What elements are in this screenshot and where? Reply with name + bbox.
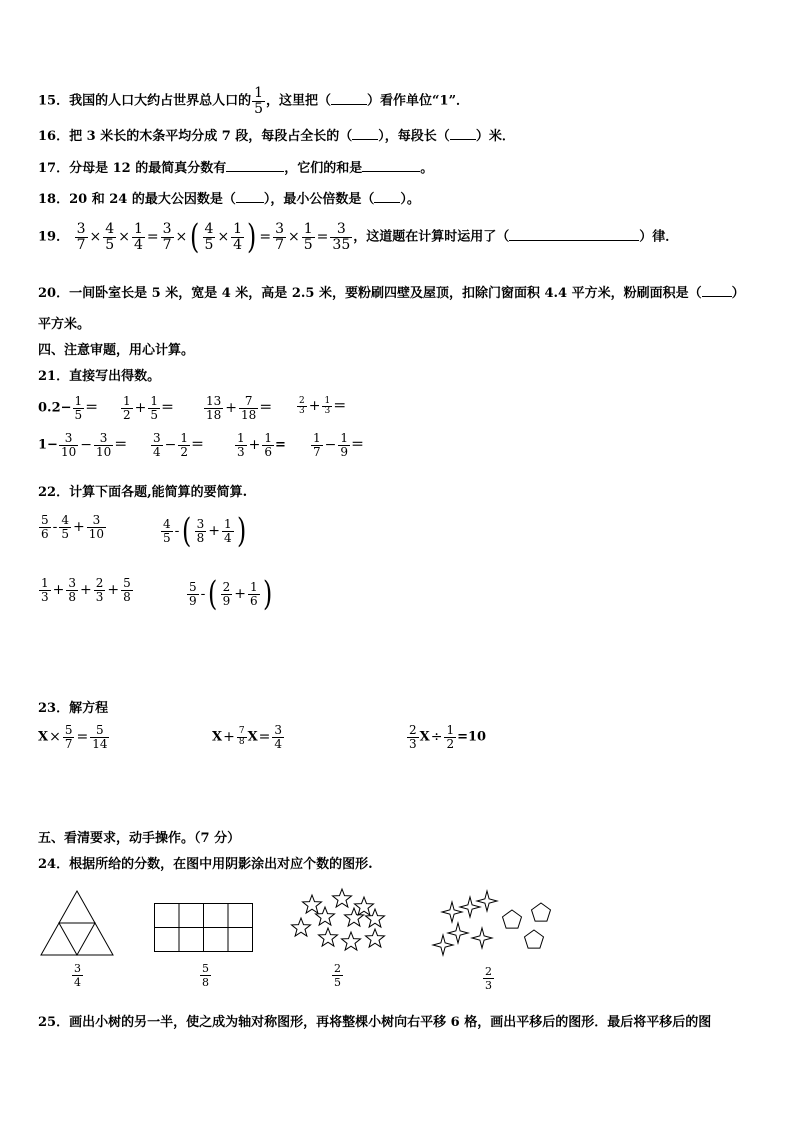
denominator: 2 <box>180 444 189 459</box>
star-shape[interactable] <box>345 908 364 926</box>
caption-fraction-2 <box>200 962 211 989</box>
question-text: ，这里把（ <box>266 93 332 109</box>
answer-blank[interactable] <box>352 139 378 140</box>
question-text: 直接写出得数。 <box>69 369 161 384</box>
equals-sign: = <box>258 728 271 745</box>
denominator: 7 <box>162 236 172 253</box>
variable-x: X <box>212 729 223 745</box>
numerator: 2 <box>409 723 417 737</box>
oral-calc-item <box>150 432 204 458</box>
operator: - <box>200 585 206 602</box>
numerator: 7 <box>244 394 253 408</box>
numerator: 1 <box>237 431 245 445</box>
denominator: 6 <box>264 444 273 459</box>
numerator: 1 <box>224 516 232 531</box>
question-text: 画出小树的另一半，使之成为轴对称图形，再将整棵小树向右平移 6 格，画出平移后的图形．最后将平移后的图 <box>69 1015 712 1030</box>
operator: + <box>208 522 221 539</box>
question-text: 。 <box>420 161 434 176</box>
operator: × <box>49 728 61 745</box>
denominator: 6 <box>250 593 258 608</box>
question-text: ）律． <box>639 229 679 245</box>
question-text: ）。 <box>400 192 420 207</box>
fraction <box>330 222 352 252</box>
caption-fraction-1 <box>72 962 83 989</box>
question-number: 17． <box>38 161 70 176</box>
star-shape[interactable] <box>316 907 335 925</box>
equals-sign: ＝ <box>351 437 365 453</box>
fraction <box>132 222 145 252</box>
oral-calc-item <box>120 395 174 421</box>
denominator: 5 <box>74 407 83 422</box>
sparkle-shape[interactable] <box>433 935 453 955</box>
fraction <box>311 432 323 458</box>
numerator: 4 <box>163 516 171 531</box>
star-shape[interactable] <box>319 928 338 946</box>
question-text: ，这道题在计算时运用了（ <box>353 229 510 245</box>
equals-sign: = <box>275 437 286 453</box>
operator: + <box>107 581 120 598</box>
question-25 <box>38 1011 711 1030</box>
operator: + <box>308 398 321 414</box>
numerator: 5 <box>189 579 197 594</box>
question-16 <box>38 125 515 144</box>
fraction <box>273 222 286 252</box>
fraction <box>73 395 85 421</box>
denominator: 3 <box>299 406 305 416</box>
fraction <box>444 724 456 750</box>
fraction <box>195 518 207 544</box>
variable-x: X <box>247 729 258 745</box>
oral-calc-item <box>38 395 98 421</box>
denominator: 9 <box>340 444 349 459</box>
sparkle-shape[interactable] <box>477 891 497 911</box>
operator: − <box>164 436 177 453</box>
numerator: 4 <box>105 220 115 237</box>
section-5-heading: 五、看清要求，动手操作。（7 分） <box>38 831 241 846</box>
numerator: 3 <box>162 220 172 237</box>
denominator: 8 <box>202 976 209 989</box>
equation-3 <box>406 724 486 750</box>
calc-expression-1 <box>38 514 107 540</box>
question-text: 一间卧室长是 5 米，宽是 4 米，高是 2.5 米，要粉刷四壁及屋顶，扣除门窗面积 4.4 平方米，粉刷面积是（ <box>69 286 702 301</box>
numerator: 2 <box>299 395 305 406</box>
oral-calc-item <box>310 432 364 458</box>
question-21 <box>38 365 160 384</box>
fraction <box>66 577 78 603</box>
triangle-figure[interactable] <box>40 889 115 957</box>
question-number: 22． <box>38 485 70 500</box>
denominator: 10 <box>60 444 77 459</box>
fraction <box>272 724 284 750</box>
operator: + <box>52 581 65 598</box>
variable-x: X <box>419 729 430 745</box>
denominator: 7 <box>64 736 73 751</box>
numerator: 3 <box>76 220 86 237</box>
denominator: 10 <box>95 444 112 459</box>
fraction <box>252 86 265 116</box>
answer-blank[interactable] <box>374 202 400 203</box>
numerator: 3 <box>99 431 108 445</box>
numerator: 2 <box>485 965 492 978</box>
numerator: 5 <box>41 513 49 527</box>
denominator: 4 <box>74 976 81 989</box>
fraction <box>231 222 244 252</box>
numerator: 1 <box>74 394 83 408</box>
fraction <box>237 727 247 747</box>
numerator: 3 <box>274 723 283 737</box>
oral-calc-item <box>203 395 272 421</box>
fraction <box>262 432 274 458</box>
denominator: 5 <box>303 236 313 253</box>
denominator: 8 <box>196 530 205 545</box>
question-text: ）米． <box>475 129 515 144</box>
answer-blank[interactable] <box>362 171 420 172</box>
numerator: 3 <box>196 516 205 531</box>
question-number: 19． <box>38 229 70 245</box>
denominator: 5 <box>334 976 341 989</box>
fraction <box>121 577 133 603</box>
fraction <box>148 395 160 421</box>
question-text: ）看作单位“1”． <box>367 93 470 109</box>
calc-expression-4: $\frac{5}{9}$ -( $\frac{2}{9}$ + $\frac{1}{6}$ ) <box>189 574 272 614</box>
numerator: 1 <box>303 220 313 237</box>
operator: + <box>223 728 235 745</box>
denominator: 8 <box>238 736 245 747</box>
question-20-line2: 平方米。 <box>38 317 91 332</box>
denominator: 18 <box>241 407 257 422</box>
answer-blank[interactable] <box>450 139 476 140</box>
equals-sign: ＝ <box>114 437 128 453</box>
denominator: 4 <box>224 530 232 545</box>
operator: - <box>52 518 58 535</box>
numerator: 2 <box>95 576 104 590</box>
question-text: 我国的人口大约占世界总人口的 <box>69 93 252 109</box>
denominator: 7 <box>313 444 321 459</box>
numerator: 5 <box>96 723 104 737</box>
question-number: 18． <box>38 192 70 207</box>
fraction <box>322 397 332 417</box>
fraction <box>121 395 133 421</box>
caption-fraction-4 <box>483 965 494 992</box>
equation-2 <box>212 724 285 750</box>
denominator: 3 <box>409 736 417 751</box>
denominator: 3 <box>95 589 104 604</box>
fraction <box>39 514 51 540</box>
numerator: 4 <box>61 513 70 527</box>
question-text: ，它们的和是 <box>284 161 363 176</box>
operator: + <box>134 399 147 416</box>
numerator: 3 <box>92 513 101 527</box>
question-number: 24． <box>38 857 70 872</box>
equals-sign: ＝ <box>161 400 175 416</box>
answer-blank[interactable] <box>702 296 732 297</box>
denominator: 18 <box>206 407 222 422</box>
calc-expression-3 <box>38 577 134 603</box>
question-24 <box>38 853 373 872</box>
operator: − <box>324 436 337 453</box>
fraction <box>203 222 216 252</box>
question-number: 21． <box>38 369 70 384</box>
numerator: 3 <box>336 220 346 237</box>
fraction <box>90 724 109 750</box>
denominator: 14 <box>92 736 108 751</box>
denominator: 5 <box>204 236 214 253</box>
numerator: 3 <box>74 962 81 975</box>
numerator: 3 <box>153 431 161 445</box>
equals-sign: ＝ <box>191 437 205 453</box>
denominator: 5 <box>254 100 264 117</box>
denominator: 3 <box>41 589 49 604</box>
ten-stars-figure[interactable] <box>285 880 395 960</box>
star-shape[interactable] <box>342 932 361 950</box>
question-20 <box>38 282 745 301</box>
numerator: 2 <box>222 579 231 594</box>
numerator: 1 <box>254 85 264 101</box>
fraction <box>59 514 71 540</box>
denominator: 10 <box>88 526 105 541</box>
numerator: 1 <box>324 395 331 406</box>
numerator: 5 <box>64 723 73 737</box>
fraction <box>187 581 199 607</box>
sparkle-shape[interactable] <box>442 902 462 922</box>
numerator: 2 <box>334 962 341 975</box>
equation-1 <box>38 724 110 750</box>
fraction <box>87 514 106 540</box>
question-text: 解方程 <box>69 701 109 716</box>
pentagon-shape[interactable] <box>525 930 544 948</box>
numerator: 4 <box>204 220 214 237</box>
equals-sign: ＝ <box>85 400 99 416</box>
question-17 <box>38 157 433 176</box>
numerator: 7 <box>238 726 245 737</box>
oral-calc-item <box>296 395 346 416</box>
star-shape[interactable] <box>366 909 385 927</box>
question-22 <box>38 481 247 500</box>
caption-fraction-3 <box>332 962 343 989</box>
numerator: 1 <box>233 220 243 237</box>
sparkle-shape[interactable] <box>448 923 468 943</box>
numerator: 1 <box>264 431 273 445</box>
equals-sign: ＝ <box>333 399 347 414</box>
answer-blank[interactable] <box>331 104 367 105</box>
numerator: 1 <box>133 220 143 237</box>
answer-blank[interactable] <box>236 202 264 203</box>
answer-blank[interactable] <box>509 240 639 241</box>
numerator: 1 <box>41 576 49 590</box>
fraction <box>297 397 307 417</box>
stars-and-pentagons-figure[interactable] <box>430 885 565 960</box>
lead-term: 1− <box>38 437 58 453</box>
sparkle-shape[interactable] <box>472 928 492 948</box>
question-number: 20． <box>38 286 70 301</box>
numerator: 1 <box>250 579 258 594</box>
fraction <box>59 432 78 458</box>
equals-sign: = <box>76 728 89 745</box>
denominator: 2 <box>446 736 455 751</box>
denominator: 5 <box>61 526 70 541</box>
numerator: 3 <box>64 431 73 445</box>
variable-x: X <box>38 729 49 745</box>
numerator: 1 <box>123 394 131 408</box>
pentagon-shape[interactable] <box>503 910 522 928</box>
denominator: 4 <box>133 236 143 253</box>
numerator: 5 <box>123 576 131 590</box>
fraction <box>161 222 174 252</box>
operator: - <box>174 522 180 539</box>
fraction <box>221 581 233 607</box>
star-shape[interactable] <box>366 929 385 947</box>
oral-calc-item <box>234 432 286 458</box>
operator: + <box>234 585 247 602</box>
question-text: ） <box>731 286 745 301</box>
question-number: 16． <box>38 129 70 144</box>
oral-calc-item <box>38 432 127 458</box>
star-shape[interactable] <box>303 895 322 913</box>
fraction <box>75 222 88 252</box>
denominator: 8 <box>68 589 77 604</box>
question-text: 分母是 12 的最简真分数有 <box>69 161 227 176</box>
rectangle-grid-figure[interactable] <box>154 903 254 953</box>
fraction <box>103 222 116 252</box>
operator: ÷ <box>430 728 443 745</box>
denominator: 2 <box>123 407 131 422</box>
fraction <box>338 432 350 458</box>
question-15 <box>38 86 469 116</box>
star-shape[interactable] <box>292 918 311 936</box>
numerator: 1 <box>313 431 321 445</box>
denominator: 4 <box>153 444 161 459</box>
equals-ten: =10 <box>457 729 487 745</box>
denominator: 4 <box>274 736 283 751</box>
denominator: 6 <box>41 526 49 541</box>
denominator: 4 <box>233 236 243 253</box>
question-text: 20 和 24 的最大公因数是（ <box>69 192 236 207</box>
fraction <box>178 432 190 458</box>
operator: − <box>80 436 92 453</box>
question-number: 15． <box>38 93 70 109</box>
numerator: 3 <box>68 576 77 590</box>
numerator: 5 <box>202 962 209 975</box>
denominator: 7 <box>275 236 285 253</box>
question-text: 把 3 米长的木条平均分成 7 段，每段占全长的（ <box>69 129 353 144</box>
question-number: 23． <box>38 701 70 716</box>
fraction <box>239 395 258 421</box>
fraction <box>407 724 419 750</box>
denominator: 35 <box>332 236 351 253</box>
numerator: 3 <box>275 220 285 237</box>
numerator: 1 <box>180 431 189 445</box>
section-4-heading: 四、注意审题，用心计算。 <box>38 343 195 358</box>
fraction <box>94 577 106 603</box>
numerator: 1 <box>340 431 349 445</box>
fraction <box>63 724 75 750</box>
denominator: 5 <box>150 407 159 422</box>
star-shape[interactable] <box>333 889 352 907</box>
question-18 <box>38 188 420 207</box>
answer-blank[interactable] <box>226 171 284 172</box>
denominator: 3 <box>324 406 331 416</box>
question-text: 根据所给的分数，在图中用阴影涂出对应个数的图形. <box>69 857 373 872</box>
fraction <box>39 577 51 603</box>
equals-sign: ＝ <box>259 400 273 416</box>
question-text: ），最小公倍数是（ <box>263 192 375 207</box>
question-19: 19． $\frac{3}{7}$ × $\frac{4}{5}$ × $\frac{1}{4}$ = $\frac{3}{7}$ ×( $\frac{4}{5}$ × $\frac{1}{4}$ ) = $\frac{3}{7}$ × $\frac{1}{5}$ = $\frac{3}{35}$ ，这道题在计算时运用了（ ）律． <box>38 217 679 257</box>
fraction <box>204 395 223 421</box>
denominator: 9 <box>222 593 231 608</box>
fraction <box>248 581 260 607</box>
denominator: 8 <box>123 589 131 604</box>
calc-expression-2: $\frac{4}{5}$ -( $\frac{3}{8}$ + $\frac{1}{4}$ ) <box>163 511 246 551</box>
denominator: 5 <box>105 236 115 253</box>
fraction <box>94 432 113 458</box>
operator: + <box>248 436 261 453</box>
fraction <box>151 432 163 458</box>
denominator: 7 <box>76 236 86 253</box>
operator: + <box>225 399 238 416</box>
question-text: ），每段长（ <box>378 129 450 144</box>
question-text: 计算下面各题,能简算的要简算. <box>69 485 248 500</box>
sparkle-shape[interactable] <box>460 897 480 917</box>
numerator: 1 <box>150 394 159 408</box>
numerator: 1 <box>446 723 455 737</box>
numerator: 13 <box>206 394 222 408</box>
star-shape[interactable] <box>355 897 374 915</box>
operator: + <box>80 581 92 598</box>
pentagon-shape[interactable] <box>532 903 551 921</box>
question-number: 25． <box>38 1015 70 1030</box>
fraction <box>235 432 247 458</box>
fraction <box>302 222 315 252</box>
fraction <box>222 518 234 544</box>
operator: + <box>73 518 85 535</box>
denominator: 5 <box>163 530 171 545</box>
denominator: 3 <box>485 979 492 992</box>
fraction <box>161 518 173 544</box>
denominator: 3 <box>237 444 245 459</box>
question-23 <box>38 697 108 716</box>
lead-term: 0.2− <box>38 400 72 416</box>
denominator: 9 <box>189 593 197 608</box>
